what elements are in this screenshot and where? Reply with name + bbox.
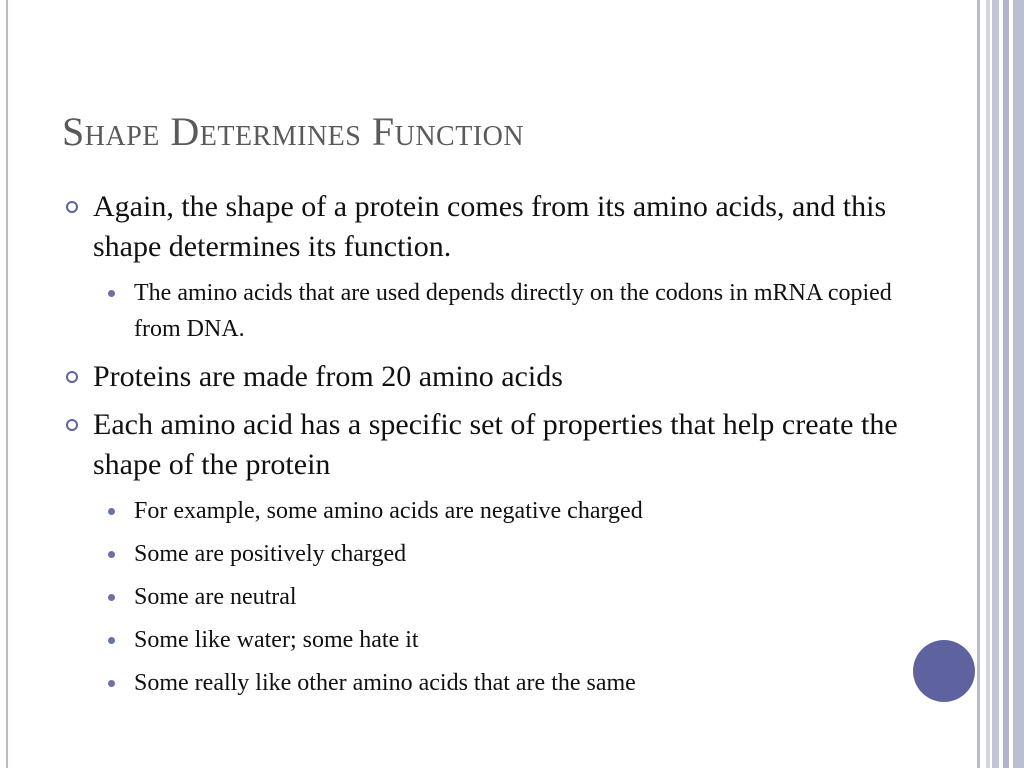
sub-bullet-text: For example, some amino acids are negative charged — [134, 498, 643, 524]
sub-bullet-item — [64, 536, 924, 572]
dot-bullet-icon — [108, 551, 115, 558]
bullet-list — [64, 187, 924, 708]
bullet-text: Each amino acid has a specific set of properties that help create the shape of the protein — [93, 408, 898, 481]
dot-bullet-icon — [108, 508, 115, 515]
decorative-stripe — [986, 0, 990, 768]
sub-bullet-text: The amino acids that are used depends directly on the codons in mRNA copied from DNA. — [134, 280, 892, 342]
decorative-stripe — [992, 0, 999, 768]
dot-bullet-icon — [108, 637, 115, 644]
ring-bullet-icon — [66, 371, 78, 383]
bullet-item — [64, 357, 924, 397]
ring-bullet-icon — [66, 201, 78, 213]
bullet-text: Again, the shape of a protein comes from its amino acids, and this shape determines its function. — [93, 190, 887, 263]
decorative-stripe — [1013, 0, 1024, 768]
dot-bullet-icon — [108, 680, 115, 687]
sub-bullet-item — [64, 275, 924, 347]
bullet-item — [64, 405, 924, 485]
sub-bullet-item — [64, 579, 924, 615]
slide-title: Shape Determines Function — [62, 109, 525, 154]
sub-bullet-text: Some like water; some hate it — [134, 627, 419, 653]
sub-bullet-text: Some really like other amino acids that are the same — [134, 670, 636, 696]
bullet-item — [64, 187, 924, 267]
ring-bullet-icon — [66, 419, 78, 431]
decorative-stripe — [977, 0, 980, 768]
sub-bullet-item — [64, 665, 924, 701]
decorative-stripe — [1003, 0, 1009, 768]
dot-bullet-icon — [108, 290, 115, 297]
sub-bullet-text: Some are neutral — [134, 584, 297, 610]
left-border-line — [6, 0, 8, 768]
sub-bullet-item — [64, 622, 924, 658]
dot-bullet-icon — [108, 594, 115, 601]
bullet-text: Proteins are made from 20 amino acids — [93, 360, 563, 393]
sub-bullet-text: Some are positively charged — [134, 541, 407, 567]
sub-bullet-item — [64, 493, 924, 529]
